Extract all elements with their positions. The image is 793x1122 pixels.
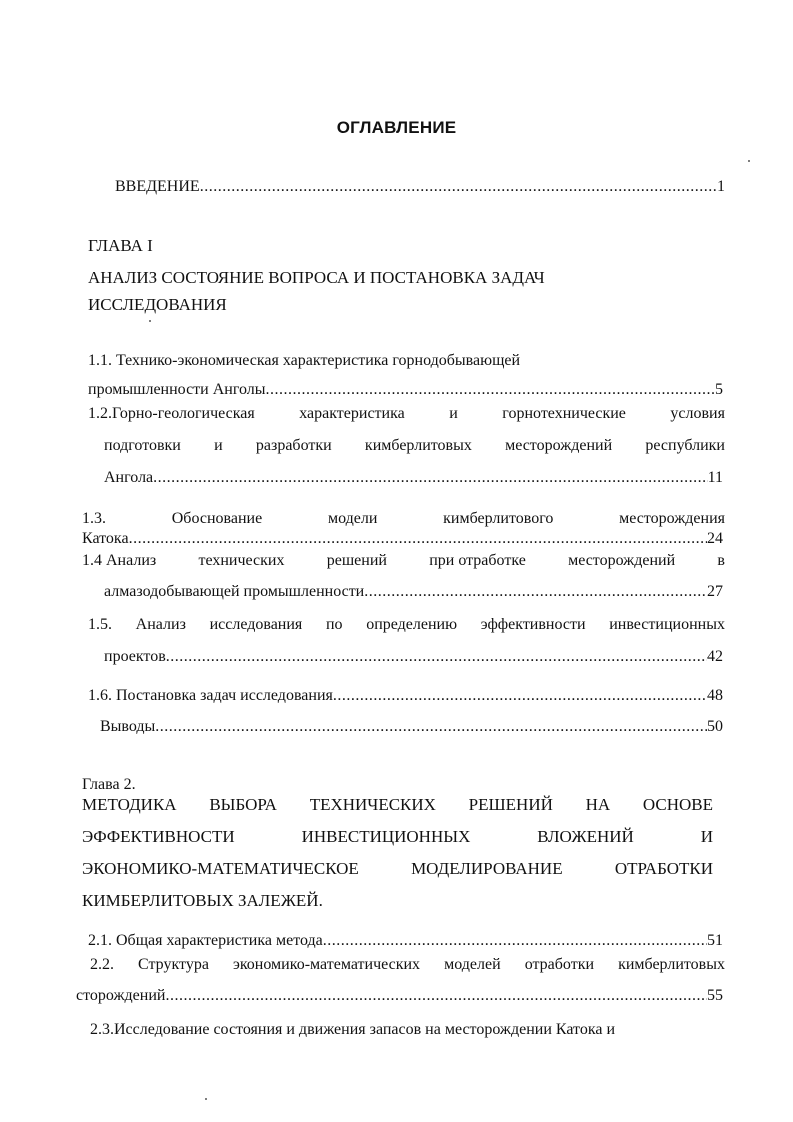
toc-entry-label: Ангола [104,469,154,486]
toc-page-number: 50 [707,718,723,735]
word: определению [366,616,458,633]
toc-entry-label: 2.1. Общая характеристика метода [88,932,323,949]
chapter-2-title-line-3 [82,859,713,879]
word: в [717,552,725,569]
word: РЕШЕНИЙ [468,795,553,814]
toc-entry-1-6 [88,686,723,706]
word: И [700,827,713,846]
word: характеристика [299,405,405,422]
toc-entry-label: Выводы [100,718,156,735]
word: при отработке [429,552,526,569]
chapter-2-heading: Глава 2. [82,776,136,793]
toc-leader-dots [200,177,717,197]
toc-page-number: 51 [707,932,723,949]
toc-page-number: 24 [707,530,723,547]
toc-page-number: 48 [707,687,723,704]
toc-entry-1-1 [88,380,723,400]
toc-entry-1-3 [82,529,723,549]
toc-leader-dots [364,582,707,602]
toc-entry-label: Катока [82,530,129,547]
scan-speck [205,1098,207,1100]
word: ОТРАБОТКИ [614,859,713,878]
word: исследования [209,616,303,633]
toc-entry-1-4 [104,582,723,602]
scan-speck [149,320,151,322]
word: МОДЕЛИРОВАНИЕ [411,859,563,878]
toc-entry-1-5-line-1 [88,615,725,635]
toc-entry-label: 1.6. Постановка задач исследования [88,687,333,704]
toc-entry-label: ВВЕДЕНИЕ [115,178,200,195]
chapter-1-title-line-2: ИССЛЕДОВАНИЯ [88,295,227,314]
word: экономико-математических [232,956,421,973]
word: моделей [444,956,501,973]
toc-leader-dots [165,986,707,1006]
toc-leader-dots [323,931,707,951]
toc-page-number: 27 [707,583,723,600]
chapter-1-heading: ГЛАВА I [88,236,153,255]
toc-entry-label: проектов [104,648,166,665]
toc-entry-2-2 [76,986,723,1006]
word: подготовки [104,437,181,454]
toc-entry-label: сторождений [76,987,166,1004]
word: НА [585,795,611,814]
word: технических [198,552,285,569]
word: Обоснование [171,510,263,527]
word: ЭКОНОМИКО-МАТЕМАТИЧЕСКОЕ [82,859,359,878]
word: ОСНОВЕ [642,795,713,814]
word: модели [327,510,378,527]
word: ТЕХНИЧЕСКИХ [309,795,436,814]
toc-entry-1-2-line-1 [88,404,725,424]
word: кимберлитовых [364,437,472,454]
toc-entry-1-3-line-1 [82,509,725,529]
word: Структура [138,956,209,973]
word: и [214,437,223,454]
scan-speck [748,160,750,162]
word: эффективности [480,616,586,633]
toc-entry-conclusions [100,717,723,737]
word: 1.2.Горно-геологическая [88,405,255,422]
toc-leader-dots [129,529,707,549]
toc-entry-1-1-line-1: 1.1. Технико-экономическая характеристика горнодобывающей [88,352,521,369]
toc-entry-1-5 [104,647,723,667]
word: и [449,405,458,422]
word: отработки [524,956,595,973]
word: кимберлитового [443,510,554,527]
chapter-2-title-line-4: КИМБЕРЛИТОВЫХ ЗАЛЕЖЕЙ. [82,891,323,910]
toc-entry-2-3-line-1: 2.3.Исследование состояния и движения запасов на месторождении Катока и [90,1021,616,1038]
word: 1.5. [88,616,112,633]
toc-page-number: 11 [707,469,723,486]
word: инвестиционных [609,616,725,633]
word: условия [670,405,725,422]
toc-leader-dots [333,686,707,706]
toc-entry-1-4-line-1 [82,551,725,571]
word: решений [326,552,387,569]
toc-page-number: 5 [715,381,723,398]
word: ЭФФЕКТИВНОСТИ [82,827,235,846]
word: месторождений [568,552,676,569]
toc-entry-2-2-line-1 [90,955,725,975]
word: 2.2. [90,956,114,973]
chapter-2-title-line-2 [82,827,713,847]
toc-leader-dots [155,717,707,737]
word: 1.4 Анализ [82,552,157,569]
chapter-1-title-line-1: АНАЛИЗ СОСТОЯНИЕ ВОПРОСА И ПОСТАНОВКА ЗАДАЧ [88,268,545,287]
word: горнотехнические [502,405,626,422]
toc-entry-1-2 [104,468,723,488]
word: 1.3. [82,510,106,527]
toc-entry-1-2-line-2 [104,436,725,456]
toc-leader-dots [153,468,707,488]
word: ВЫБОРА [209,795,277,814]
toc-page-number: 1 [717,178,725,195]
toc-leader-dots [166,647,707,667]
word: разработки [255,437,332,454]
word: ВЛОЖЕНИЙ [537,827,634,846]
toc-entry-intro [115,177,725,197]
word: по [325,616,343,633]
toc-entry-2-1 [88,931,723,951]
toc-entry-label: промышленности Анголы [88,381,266,398]
word: ИНВЕСТИЦИОННЫХ [301,827,471,846]
toc-page-number: 55 [707,987,723,1004]
toc-leader-dots [266,380,715,400]
toc-entry-label: алмазодобывающей промышленности [104,583,365,600]
word: Анализ [135,616,186,633]
toc-page-number: 42 [707,648,723,665]
word: месторождения [619,510,725,527]
word: кимберлитовых [618,956,725,973]
word: МЕТОДИКА [82,795,177,814]
word: месторождений [505,437,613,454]
word: республики [645,437,725,454]
chapter-2-title-line-1 [82,795,713,815]
page-title: ОГЛАВЛЕНИЕ [336,118,457,137]
